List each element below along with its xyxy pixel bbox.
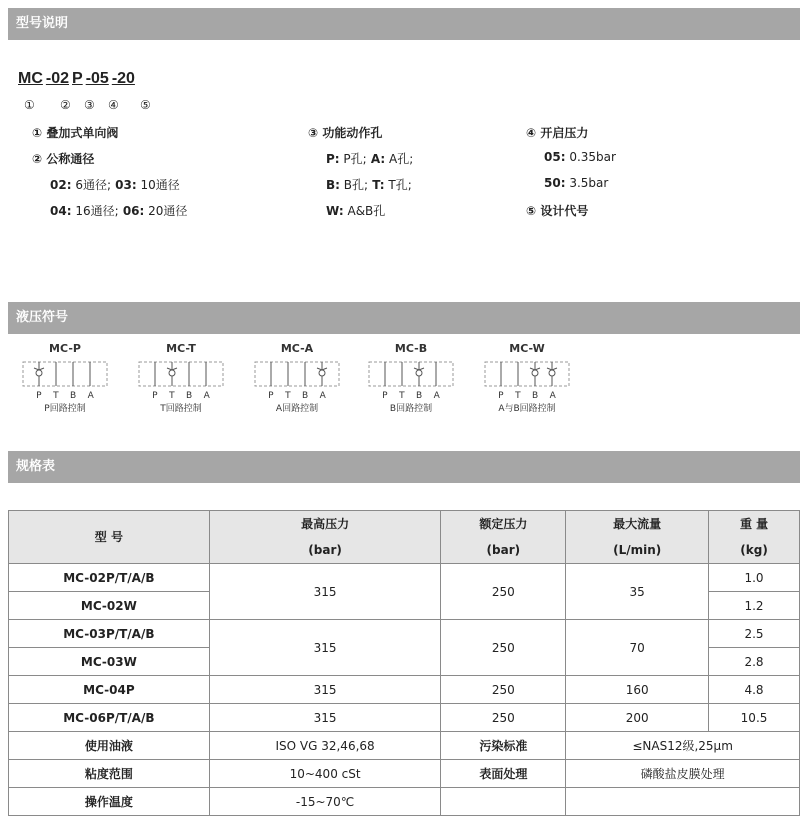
- cell-visc-value: 10~400 cSt: [209, 760, 441, 788]
- cell-rated-pressure: 250: [441, 564, 566, 620]
- table-row: [9, 676, 800, 704]
- symbol-mc-w: [482, 342, 572, 420]
- cell-visc-label: 粘度范围: [9, 760, 210, 788]
- cell-oil-value: ISO VG 32,46,68: [209, 732, 441, 760]
- circle-1: ①: [24, 98, 35, 112]
- cell-clean-value: ≤NAS12级,25μm: [566, 732, 800, 760]
- symbol-title: MC-P: [49, 342, 81, 355]
- circle-4: ④: [108, 98, 119, 112]
- symbol-title: MC-B: [394, 342, 428, 355]
- symbol-ports: P T B A: [36, 391, 94, 401]
- code-part-4: -05: [85, 70, 109, 87]
- symbol-caption: T回路控制: [160, 404, 202, 414]
- code-part-3: P: [72, 70, 83, 87]
- header-max-flow: 最大流量 (L/min): [566, 511, 709, 564]
- valve-diagram-icon: [482, 357, 572, 391]
- cell-max-flow: 70: [566, 620, 709, 676]
- spec-table: [8, 510, 800, 816]
- cell-temp-value: -15~70℃: [209, 788, 441, 816]
- header-rated-pressure: 额定压力 (bar): [441, 511, 566, 564]
- cell-model: MC-04P: [9, 676, 210, 704]
- circle-5: ⑤: [140, 98, 151, 112]
- code-part-1: MC: [18, 70, 43, 87]
- symbol-caption: P回路控制: [44, 404, 86, 414]
- cell-max-flow: 35: [566, 564, 709, 620]
- table-row: [9, 620, 800, 648]
- symbol-title: MC-T: [166, 342, 196, 355]
- cell-rated-pressure: 250: [441, 676, 566, 704]
- table-row: [9, 564, 800, 592]
- section-spec-header: 规格表: [8, 451, 800, 483]
- cell-empty: [566, 788, 800, 816]
- cell-weight: 4.8: [709, 676, 800, 704]
- item-c4: ④ 开启压力: [526, 126, 589, 140]
- cell-weight: 10.5: [709, 704, 800, 732]
- item-c2: ② 公称通径: [32, 152, 95, 166]
- header-model: 型 号: [9, 511, 210, 564]
- valve-diagram-icon: [252, 357, 342, 391]
- symbol-mc-a: [252, 342, 342, 420]
- header-weight: 重 量 (kg): [709, 511, 800, 564]
- cell-weight: 2.5: [709, 620, 800, 648]
- symbol-mc-t: [136, 342, 226, 420]
- model-code: [18, 70, 138, 88]
- section-model-header: 型号说明: [8, 8, 800, 40]
- cell-max-flow: 200: [566, 704, 709, 732]
- cell-temp-label: 操作温度: [9, 788, 210, 816]
- section-symbols-header: 液压符号: [8, 302, 800, 334]
- symbol-mc-p: [20, 342, 110, 420]
- cell-model: MC-03W: [9, 648, 210, 676]
- cell-surface-value: 磷酸盐皮膜处理: [566, 760, 800, 788]
- table-row: [9, 704, 800, 732]
- item-c1: ① 叠加式单向阀: [32, 126, 119, 140]
- circle-3: ③: [84, 98, 95, 112]
- circle-2: ②: [60, 98, 71, 112]
- symbol-ports: P T B A: [152, 391, 210, 401]
- code-part-2: -02: [45, 70, 70, 87]
- valve-diagram-icon: [136, 357, 226, 391]
- cell-surface-label: 表面处理: [441, 760, 566, 788]
- table-header-row: [9, 511, 800, 564]
- symbol-title: MC-W: [509, 342, 545, 355]
- cell-max-pressure: 315: [209, 704, 441, 732]
- symbol-title: MC-A: [280, 342, 314, 355]
- cell-oil-label: 使用油液: [9, 732, 210, 760]
- symbol-caption: A与B回路控制: [498, 404, 556, 414]
- cell-weight: 2.8: [709, 648, 800, 676]
- cell-empty: [441, 788, 566, 816]
- item-c2-line1: 02: 6通径; 03: 10通径: [50, 178, 180, 192]
- cell-model: MC-06P/T/A/B: [9, 704, 210, 732]
- cell-max-flow: 160: [566, 676, 709, 704]
- cell-weight: 1.2: [709, 592, 800, 620]
- valve-diagram-icon: [366, 357, 456, 391]
- cell-max-pressure: 315: [209, 676, 441, 704]
- item-c3-line1: P: P孔; A: A孔;: [326, 152, 414, 166]
- item-c2-line2: 04: 16通径; 06: 20通径: [50, 204, 188, 218]
- symbol-mc-b: [366, 342, 456, 420]
- code-part-5: -20: [111, 70, 135, 87]
- valve-diagram-icon: [20, 357, 110, 391]
- item-c3-line2: B: B孔; T: T孔;: [326, 178, 412, 192]
- table-row-oil: [9, 732, 800, 760]
- cell-max-pressure: 315: [209, 620, 441, 676]
- header-max-pressure: 最高压力 (bar): [209, 511, 441, 564]
- symbol-ports: P T B A: [382, 391, 440, 401]
- cell-rated-pressure: 250: [441, 704, 566, 732]
- cell-model: MC-02P/T/A/B: [9, 564, 210, 592]
- table-row-temp: [9, 788, 800, 816]
- item-c5: ⑤ 设计代号: [526, 204, 589, 218]
- item-c3-line3: W: A&B孔: [326, 204, 386, 218]
- symbol-caption: A回路控制: [275, 404, 319, 414]
- item-c4-line1: 05: 0.35bar: [544, 150, 616, 164]
- symbol-caption: B回路控制: [389, 404, 433, 414]
- symbol-ports: P T B A: [498, 391, 556, 401]
- cell-rated-pressure: 250: [441, 620, 566, 676]
- cell-clean-label: 污染标准: [441, 732, 566, 760]
- table-row-viscosity: [9, 760, 800, 788]
- cell-model: MC-02W: [9, 592, 210, 620]
- cell-max-pressure: 315: [209, 564, 441, 620]
- item-c4-line2: 50: 3.5bar: [544, 176, 609, 190]
- cell-weight: 1.0: [709, 564, 800, 592]
- cell-model: MC-03P/T/A/B: [9, 620, 210, 648]
- symbol-ports: P T B A: [268, 391, 326, 401]
- item-c3: ③ 功能动作孔: [308, 126, 383, 140]
